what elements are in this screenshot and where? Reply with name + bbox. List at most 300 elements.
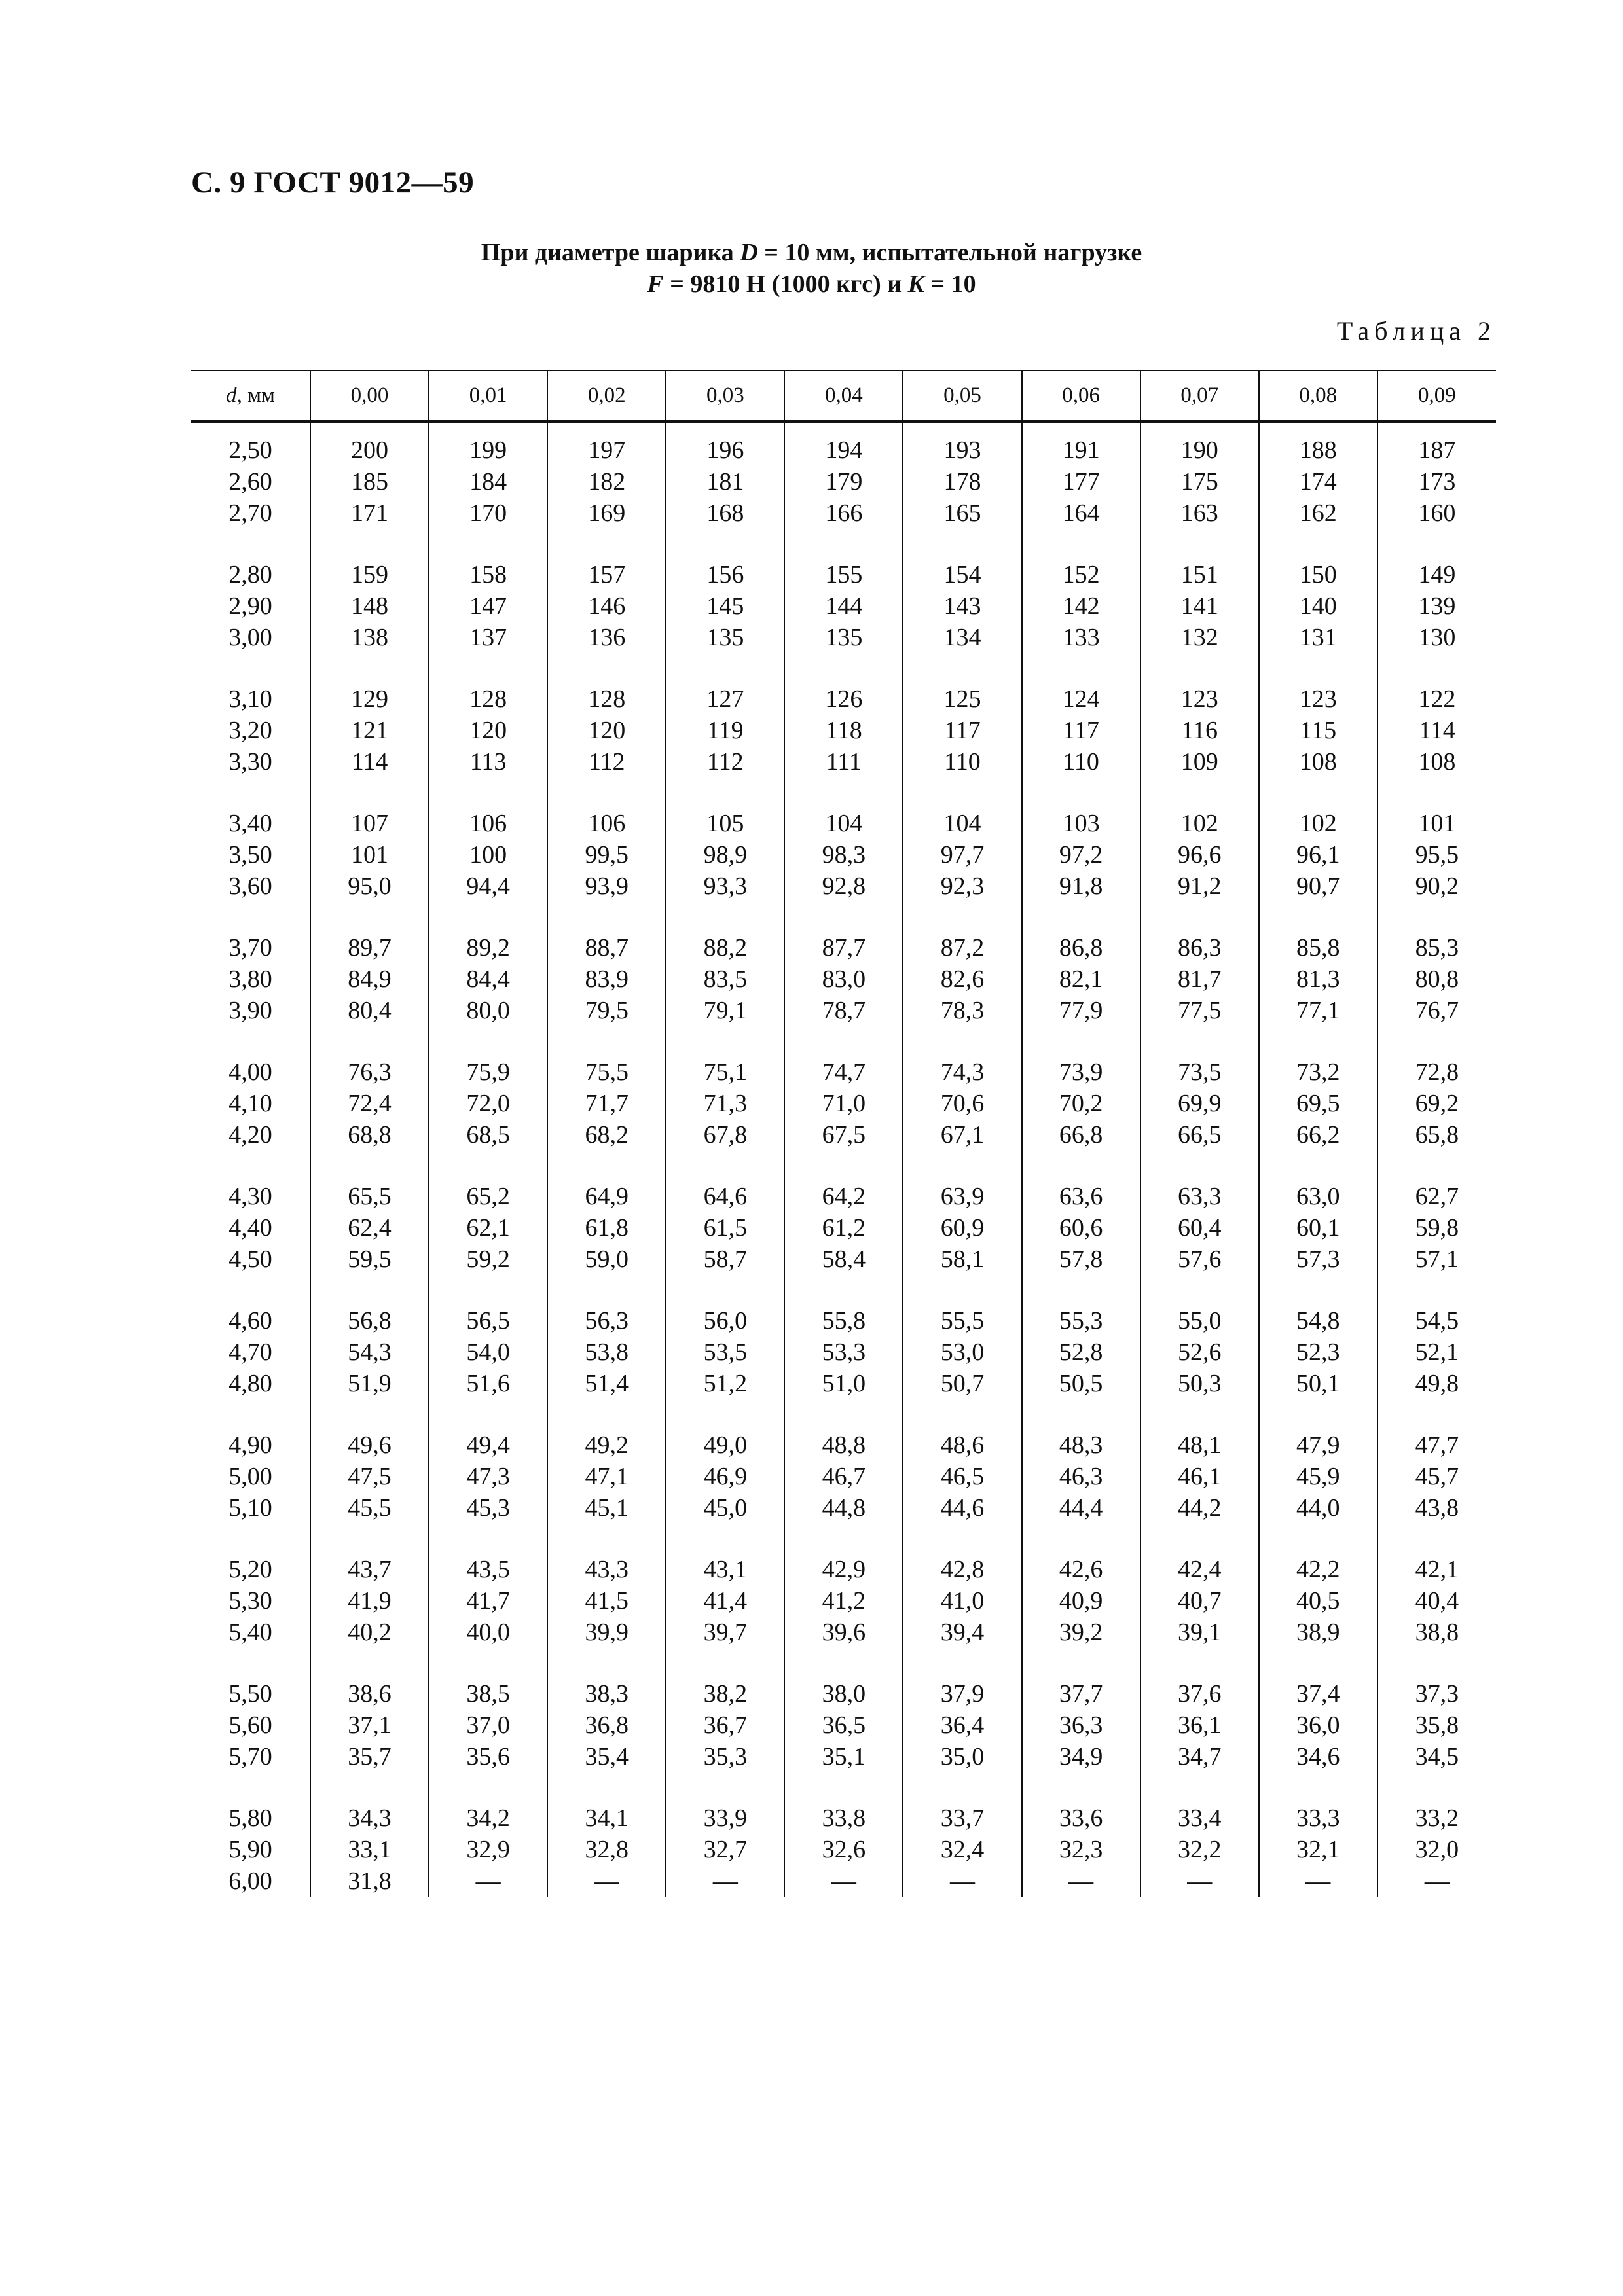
hardness-value-cell: 64,9 [547,1181,666,1212]
hardness-value-cell: 155 [784,559,903,590]
hardness-value-cell: 65,5 [310,1181,429,1212]
hardness-value-cell: 81,7 [1140,963,1259,995]
hardness-value-cell: 71,3 [666,1088,784,1119]
hardness-value-cell: 82,6 [903,963,1021,995]
spacer-cell [547,653,666,683]
row-diameter-cell: 2,50 [228,437,272,464]
hardness-value-cell: 48,6 [903,1429,1021,1461]
spacer-cell [784,529,903,559]
spacer-cell [310,1648,429,1678]
spacer-cell [1022,422,1140,435]
spacer-cell [1259,1026,1377,1056]
spacer-cell [903,778,1021,808]
hardness-value-cell: 80,4 [310,995,429,1026]
spacer-cell [1140,529,1259,559]
spacer-cell [1140,902,1259,932]
hardness-value-cell: 75,9 [429,1056,547,1088]
spacer-cell [310,902,429,932]
hardness-value-cell: 44,0 [1259,1492,1377,1524]
hardness-value-cell: 93,9 [547,870,666,902]
table-row [191,1741,1496,1772]
hardness-value-cell: 187 [1377,435,1496,466]
spacer-cell [1140,1026,1259,1056]
hardness-value-cell: 86,8 [1022,932,1140,963]
hardness-value-cell: 77,1 [1259,995,1377,1026]
hardness-value-cell: 63,0 [1259,1181,1377,1212]
column-header: 0,02 [547,370,666,422]
hardness-value-cell: 72,8 [1377,1056,1496,1088]
table-row [191,590,1496,622]
hardness-value-cell: 88,7 [547,932,666,963]
hardness-value-cell: 68,8 [310,1119,429,1151]
hardness-value-cell: 110 [903,746,1021,778]
spacer-cell [1377,778,1496,808]
spacer-cell [666,778,784,808]
hardness-value-cell: 32,8 [547,1834,666,1865]
hardness-value-cell: 128 [429,683,547,715]
hardness-value-cell: 65,2 [429,1181,547,1212]
hardness-value-cell: 89,7 [310,932,429,963]
hardness-value-cell: 36,4 [903,1710,1021,1741]
table-header-row [191,370,1496,422]
spacer-cell [1140,1524,1259,1554]
hardness-value-cell: 62,4 [310,1212,429,1244]
hardness-value-cell: 33,2 [1377,1803,1496,1834]
hardness-value-cell: 63,6 [1022,1181,1140,1212]
row-diameter-cell: 3,20 [228,717,272,744]
hardness-value-cell: 193 [903,435,1021,466]
hardness-value-cell: 182 [547,466,666,497]
hardness-value-cell: 68,2 [547,1119,666,1151]
hardness-value-cell: 52,3 [1259,1336,1377,1368]
hardness-value-cell: 93,3 [666,870,784,902]
group-spacer [191,778,1496,808]
hardness-value-cell: 112 [666,746,784,778]
hardness-value-cell: 51,9 [310,1368,429,1399]
column-header: 0,09 [1377,370,1496,422]
hardness-value-cell: 51,2 [666,1368,784,1399]
hardness-value-cell: 57,3 [1259,1244,1377,1275]
spacer-cell [1259,653,1377,683]
column-header: 0,05 [903,370,1021,422]
hardness-value-cell: 54,5 [1377,1305,1496,1336]
hardness-value-cell: 32,4 [903,1834,1021,1865]
hardness-value-cell: 48,3 [1022,1429,1140,1461]
row-diameter-cell: 2,60 [228,468,272,495]
hardness-value-cell: 125 [903,683,1021,715]
hardness-value-cell: 53,0 [903,1336,1021,1368]
hardness-value-cell: 52,1 [1377,1336,1496,1368]
hardness-value-cell: 66,5 [1140,1119,1259,1151]
hardness-value-cell: 53,5 [666,1336,784,1368]
table-row [191,1492,1496,1524]
spacer-cell [1022,1151,1140,1181]
spacer-cell [1022,1399,1140,1429]
hardness-value-cell: 43,7 [310,1554,429,1585]
spacer-cell [1022,1026,1140,1056]
spacer-cell [784,1648,903,1678]
hardness-value-cell: 91,2 [1140,870,1259,902]
table-row [191,746,1496,778]
hardness-value-cell: 33,6 [1022,1803,1140,1834]
row-diameter-cell: 3,50 [228,841,272,869]
hardness-value-cell: 37,0 [429,1710,547,1741]
hardness-value-cell: 35,0 [903,1741,1021,1772]
table-row [191,1181,1496,1212]
spacer-cell [666,529,784,559]
row-diameter-cell: 4,30 [228,1183,272,1210]
table-caption [0,237,1623,300]
spacer-cell [1140,1275,1259,1305]
hardness-value-cell: 123 [1259,683,1377,715]
hardness-value-cell: 32,3 [1022,1834,1140,1865]
hardness-value-cell: 38,8 [1377,1617,1496,1648]
hardness-value-cell: 91,8 [1022,870,1140,902]
spacer-cell [310,653,429,683]
spacer-cell [429,1026,547,1056]
hardness-value-cell: 164 [1022,497,1140,529]
hardness-value-cell: 45,5 [310,1492,429,1524]
row-diameter-cell: 5,00 [228,1463,272,1490]
hardness-value-cell: 135 [666,622,784,653]
hardness-value-cell: 54,8 [1259,1305,1377,1336]
group-spacer [191,1648,1496,1678]
hardness-value-cell: 145 [666,590,784,622]
row-diameter-cell: 4,00 [228,1058,272,1086]
hardness-value-cell: 52,6 [1140,1336,1259,1368]
hardness-value-cell: 136 [547,622,666,653]
spacer-cell [784,902,903,932]
hardness-value-cell: 33,4 [1140,1803,1259,1834]
hardness-value-cell: 50,5 [1022,1368,1140,1399]
group-spacer [191,1026,1496,1056]
spacer-cell [310,778,429,808]
group-spacer [191,1772,1496,1803]
hardness-value-cell: 45,7 [1377,1461,1496,1492]
hardness-value-cell: 41,2 [784,1585,903,1617]
hardness-value-cell: — [1259,1865,1377,1897]
hardness-value-cell: 40,9 [1022,1585,1140,1617]
hardness-value-cell: 53,3 [784,1336,903,1368]
row-diameter-cell: 5,60 [228,1712,272,1739]
hardness-value-cell: 143 [903,590,1021,622]
spacer-cell [1377,1399,1496,1429]
table-row [191,622,1496,653]
hardness-value-cell: 49,6 [310,1429,429,1461]
hardness-value-cell: 84,9 [310,963,429,995]
hardness-value-cell: — [784,1865,903,1897]
hardness-value-cell: 41,4 [666,1585,784,1617]
table-row [191,1212,1496,1244]
hardness-value-cell: 34,7 [1140,1741,1259,1772]
hardness-value-cell: 74,7 [784,1056,903,1088]
spacer-cell [784,1772,903,1803]
hardness-value-cell: 150 [1259,559,1377,590]
hardness-value-cell: 111 [784,746,903,778]
hardness-value-cell: 102 [1259,808,1377,839]
hardness-value-cell: 49,0 [666,1429,784,1461]
hardness-value-cell: 168 [666,497,784,529]
hardness-value-cell: 41,0 [903,1585,1021,1617]
spacer-cell [310,422,429,435]
hardness-value-cell: 171 [310,497,429,529]
table-row [191,1088,1496,1119]
spacer-cell [1377,1026,1496,1056]
spacer-cell [1377,1648,1496,1678]
hardness-value-cell: 175 [1140,466,1259,497]
hardness-value-cell: 118 [784,715,903,746]
hardness-value-cell: 162 [1259,497,1377,529]
spacer-cell [191,529,310,559]
hardness-value-cell: 63,3 [1140,1181,1259,1212]
row-diameter-cell: 5,50 [228,1680,272,1708]
group-spacer [191,902,1496,932]
hardness-value-cell: 42,6 [1022,1554,1140,1585]
hardness-value-cell: 142 [1022,590,1140,622]
spacer-cell [784,778,903,808]
hardness-value-cell: 73,2 [1259,1056,1377,1088]
hardness-value-cell: 66,2 [1259,1119,1377,1151]
hardness-value-cell: 200 [310,435,429,466]
spacer-cell [1140,422,1259,435]
row-diameter-cell: 4,90 [228,1431,272,1459]
row-diameter-cell: 3,90 [228,997,272,1024]
hardness-value-cell: 95,5 [1377,839,1496,870]
hardness-value-cell: 55,0 [1140,1305,1259,1336]
hardness-value-cell: 44,8 [784,1492,903,1524]
spacer-cell [1259,1275,1377,1305]
hardness-value-cell: 39,9 [547,1617,666,1648]
caption-line-2: F = 9810 Н (1000 кгс) и K = 10 [647,270,976,298]
hardness-value-cell: 190 [1140,435,1259,466]
spacer-cell [429,1151,547,1181]
hardness-value-cell: 123 [1140,683,1259,715]
hardness-value-cell: — [1377,1865,1496,1897]
spacer-cell [1259,1524,1377,1554]
spacer-cell [1259,902,1377,932]
hardness-value-cell: 135 [784,622,903,653]
hardness-value-cell: 33,7 [903,1803,1021,1834]
hardness-value-cell: 56,3 [547,1305,666,1336]
group-spacer [191,1524,1496,1554]
hardness-value-cell: 66,8 [1022,1119,1140,1151]
hardness-value-cell: 41,7 [429,1585,547,1617]
spacer-cell [191,1026,310,1056]
column-header: 0,08 [1259,370,1377,422]
hardness-value-cell: 34,6 [1259,1741,1377,1772]
hardness-value-cell: 36,0 [1259,1710,1377,1741]
hardness-value-cell: 46,9 [666,1461,784,1492]
table-row [191,932,1496,963]
spacer-cell [666,1772,784,1803]
hardness-value-cell: 72,0 [429,1088,547,1119]
spacer-cell [666,1275,784,1305]
hardness-value-cell: 169 [547,497,666,529]
hardness-value-cell: 92,3 [903,870,1021,902]
spacer-cell [429,778,547,808]
table-row [191,963,1496,995]
hardness-value-cell: 38,9 [1259,1617,1377,1648]
hardness-value-cell: 98,3 [784,839,903,870]
hardness-value-cell: 86,3 [1140,932,1259,963]
hardness-value-cell: 62,7 [1377,1181,1496,1212]
spacer-cell [666,1648,784,1678]
hardness-value-cell: 65,8 [1377,1119,1496,1151]
hardness-value-cell: 134 [903,622,1021,653]
hardness-value-cell: 36,3 [1022,1710,1140,1741]
hardness-value-cell: 44,4 [1022,1492,1140,1524]
spacer-cell [547,1399,666,1429]
row-diameter-cell: 4,70 [228,1338,272,1366]
spacer-cell [784,1026,903,1056]
hardness-value-cell: 131 [1259,622,1377,653]
hardness-value-cell: 44,2 [1140,1492,1259,1524]
hardness-value-cell: 71,0 [784,1088,903,1119]
row-diameter-cell: 3,40 [228,810,272,837]
hardness-value-cell: 57,8 [1022,1244,1140,1275]
spacer-cell [1377,1524,1496,1554]
table-row [191,497,1496,529]
hardness-value-cell: 36,5 [784,1710,903,1741]
spacer-cell [784,653,903,683]
spacer-cell [547,1524,666,1554]
spacer-cell [429,1524,547,1554]
spacer-cell [784,1151,903,1181]
hardness-value-cell: 49,4 [429,1429,547,1461]
caption-line-1: При диаметре шарика D = 10 мм, испытательной нагрузке [481,239,1142,266]
hardness-value-cell: 42,1 [1377,1554,1496,1585]
hardness-value-cell: 127 [666,683,784,715]
hardness-value-cell: 52,8 [1022,1336,1140,1368]
spacer-cell [429,902,547,932]
hardness-value-cell: 87,7 [784,932,903,963]
hardness-value-cell: 41,5 [547,1585,666,1617]
hardness-value-cell: 96,6 [1140,839,1259,870]
hardness-value-cell: 112 [547,746,666,778]
hardness-value-cell: 35,6 [429,1741,547,1772]
hardness-value-cell: 158 [429,559,547,590]
hardness-value-cell: 75,1 [666,1056,784,1088]
hardness-value-cell: 166 [784,497,903,529]
spacer-cell [1140,778,1259,808]
hardness-value-cell: 42,9 [784,1554,903,1585]
hardness-value-cell: — [1022,1865,1140,1897]
hardness-value-cell: 94,4 [429,870,547,902]
hardness-value-cell: 137 [429,622,547,653]
spacer-cell [310,1399,429,1429]
hardness-value-cell: 46,1 [1140,1461,1259,1492]
spacer-cell [547,1026,666,1056]
group-spacer [191,1151,1496,1181]
hardness-value-cell: 102 [1140,808,1259,839]
row-diameter-cell: 3,60 [228,872,272,900]
hardness-value-cell: 37,1 [310,1710,429,1741]
spacer-cell [191,1399,310,1429]
hardness-value-cell: 128 [547,683,666,715]
hardness-value-cell: 106 [547,808,666,839]
hardness-value-cell: 83,9 [547,963,666,995]
hardness-value-cell: 78,3 [903,995,1021,1026]
hardness-value-cell: 33,1 [310,1834,429,1865]
hardness-value-cell: 47,3 [429,1461,547,1492]
spacer-cell [903,653,1021,683]
spacer-cell [1022,653,1140,683]
group-spacer [191,1275,1496,1305]
hardness-value-cell: 35,1 [784,1741,903,1772]
hardness-value-cell: 34,3 [310,1803,429,1834]
table-row [191,1461,1496,1492]
spacer-cell [666,1151,784,1181]
hardness-value-cell: 62,1 [429,1212,547,1244]
hardness-value-cell: 32,0 [1377,1834,1496,1865]
hardness-value-cell: 116 [1140,715,1259,746]
row-diameter-cell: 5,30 [228,1587,272,1615]
spacer-cell [784,1524,903,1554]
spacer-cell [1022,1648,1140,1678]
row-diameter-cell: 5,20 [228,1556,272,1583]
hardness-value-cell: 37,7 [1022,1678,1140,1710]
hardness-value-cell: 58,1 [903,1244,1021,1275]
table-row [191,839,1496,870]
hardness-value-cell: 170 [429,497,547,529]
hardness-value-cell: 47,7 [1377,1429,1496,1461]
hardness-value-cell: 64,6 [666,1181,784,1212]
hardness-value-cell: — [547,1865,666,1897]
table-row [191,683,1496,715]
spacer-cell [1140,1648,1259,1678]
hardness-value-cell: 46,7 [784,1461,903,1492]
spacer-cell [1377,422,1496,435]
hardness-value-cell: 159 [310,559,429,590]
spacer-cell [191,422,310,435]
hardness-value-cell: 84,4 [429,963,547,995]
hardness-value-cell: 114 [1377,715,1496,746]
hardness-value-cell: 73,5 [1140,1056,1259,1088]
hardness-value-cell: 35,7 [310,1741,429,1772]
spacer-cell [1259,1648,1377,1678]
hardness-table [191,370,1496,1897]
spacer-cell [666,422,784,435]
hardness-value-cell: 103 [1022,808,1140,839]
hardness-value-cell: 81,3 [1259,963,1377,995]
spacer-cell [1022,529,1140,559]
spacer-cell [903,1151,1021,1181]
spacer-cell [903,529,1021,559]
hardness-value-cell: 100 [429,839,547,870]
hardness-value-cell: 80,8 [1377,963,1496,995]
table-body [191,422,1496,1897]
group-spacer [191,1399,1496,1429]
hardness-value-cell: 40,2 [310,1617,429,1648]
hardness-value-cell: 79,1 [666,995,784,1026]
hardness-value-cell: 32,1 [1259,1834,1377,1865]
hardness-value-cell: 63,9 [903,1181,1021,1212]
hardness-value-cell: 108 [1377,746,1496,778]
hardness-value-cell: 32,9 [429,1834,547,1865]
hardness-value-cell: 104 [903,808,1021,839]
hardness-value-cell: 133 [1022,622,1140,653]
row-diameter-cell: 5,90 [228,1836,272,1863]
column-header: 0,03 [666,370,784,422]
hardness-value-cell: 61,2 [784,1212,903,1244]
hardness-value-cell: 97,2 [1022,839,1140,870]
spacer-cell [903,1772,1021,1803]
hardness-value-cell: 83,0 [784,963,903,995]
hardness-value-cell: 67,5 [784,1119,903,1151]
hardness-value-cell: 165 [903,497,1021,529]
hardness-value-cell: 147 [429,590,547,622]
hardness-value-cell: 76,7 [1377,995,1496,1026]
